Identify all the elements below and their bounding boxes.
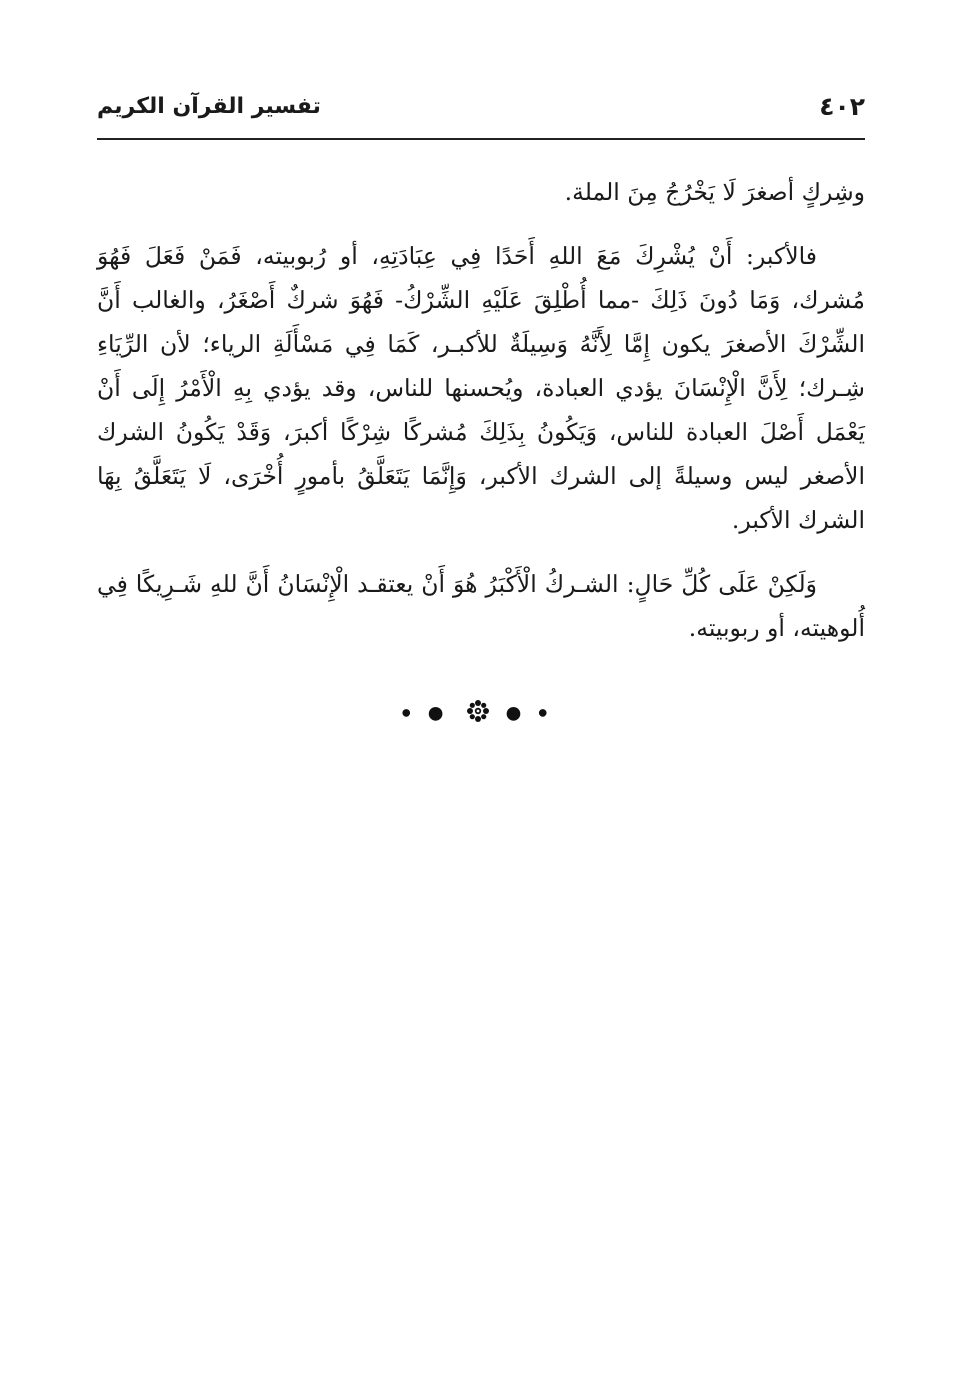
header-rule xyxy=(97,138,865,140)
paragraph: وشِركٍ أصغرَ لَا يَخْرُجُ مِنَ الملة. xyxy=(564,178,865,206)
running-title: تفسير القرآن الكريم xyxy=(97,94,321,119)
dot-icon: ● xyxy=(427,702,450,724)
section-divider xyxy=(0,698,955,728)
page-number: ٤٠٢ xyxy=(819,92,865,121)
rosette-ornament-icon xyxy=(465,698,491,728)
paragraph: وَلَكِنْ عَلَى كُلِّ حَالٍ: الشـركُ الْأَكْبَرُ هُوَ أَنْ يعتقـد الْإِنْسَانُ أَنَّ للهِ شَـرِيكًا فِي أُلوهيته، أو ربوبيته. xyxy=(97,570,865,642)
body-text xyxy=(97,170,865,650)
dot-icon: ● xyxy=(401,707,417,719)
dot-icon: ● xyxy=(538,707,554,719)
paragraph: فالأكبر: أَنْ يُشْرِكَ مَعَ اللهِ أَحَدًا فِي عِبَادَتِهِ، أو رُبوبيته، فَمَنْ فَعَلَ فَهُوَ مُشرك، وَمَا دُونَ ذَلِكَ -مما أُطْلِقَ عَلَيْهِ الشِّرْكُ- فَهُوَ شركٌ أَصْغَرُ، والغالب أَنَّ الشِّرْكَ الأصغرَ يكون إِمَّا لِأَنَّهُ وَسِيلَةٌ للأكبـر، كَمَا فِي مَسْأَلَةِ الرياء؛ لأن الرِّيَاءِ شِـرك؛ لِأَنَّ الْإِنْسَانَ يؤدي العبادة، ويُحسنها للناس، وقد يؤدي بِهِ الْأَمْرُ إِلَى أَنْ يَعْمَل أَصْلَ العبادة للناس، وَيَكُونُ بِذَلِكَ مُشركًا شِرْكًا أكبرَ، وَقَدْ يَكُونُ الشرك الأصغر ليس وسيلةً إلى الشرك الأكبر، وَإِنَّمَا يَتَعَلَّقُ بأمورٍ أُخْرَى، لَا يَتَعَلَّقُ بِهَا الشرك الأكبر. xyxy=(97,242,865,534)
page-header xyxy=(97,92,865,132)
dot-icon: ● xyxy=(505,702,528,724)
